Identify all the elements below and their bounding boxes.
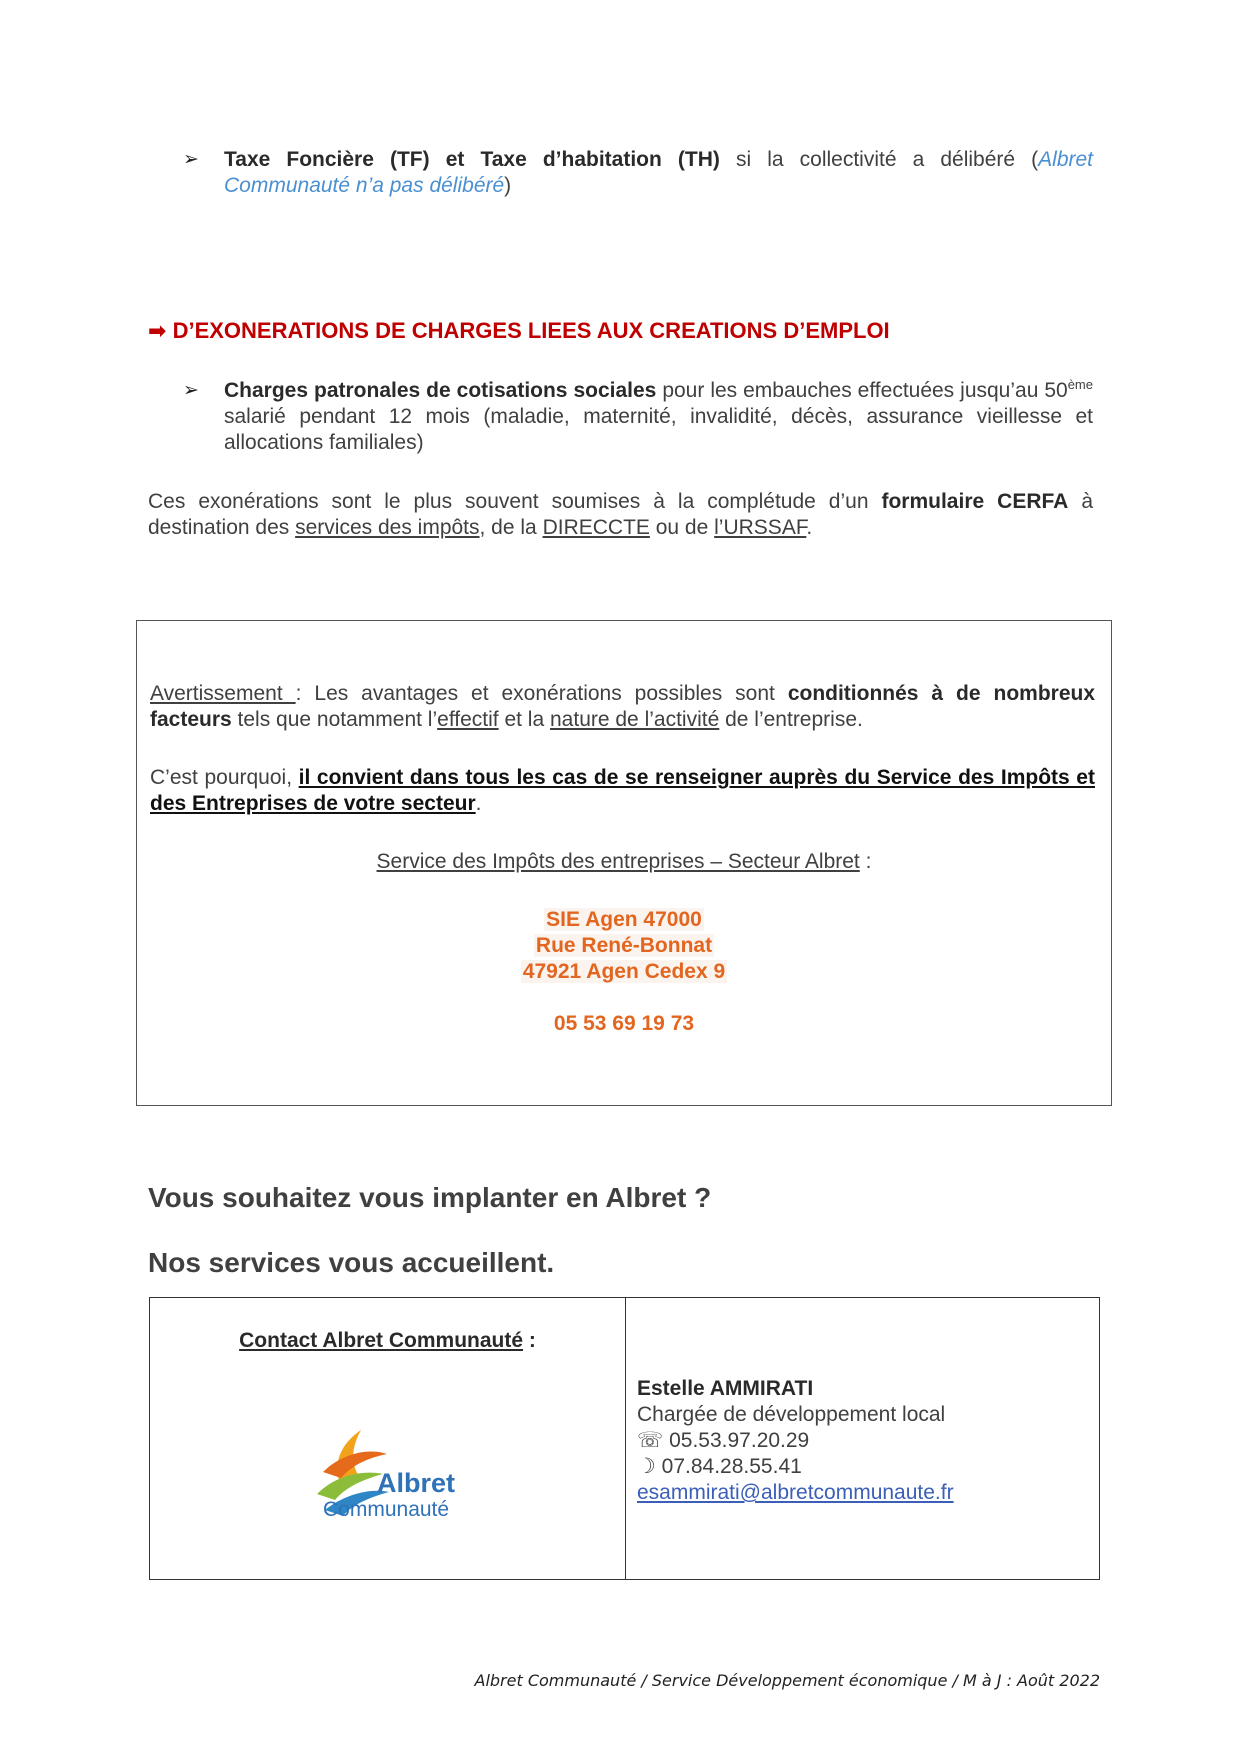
contact-label (150, 1328, 625, 1354)
phone-icon: ☏ (637, 1429, 664, 1452)
contact-mobile[interactable]: 07.84.28.55.41 (661, 1455, 802, 1478)
arrow-bullet-icon: ➢ (183, 380, 199, 401)
logo-text-albret: Albret (377, 1468, 456, 1498)
heading-implant: Vous souhaitez vous implanter en Albret ? (148, 1182, 712, 1213)
mobile-phone-icon: ☽ (637, 1455, 656, 1478)
table-divider (625, 1298, 626, 1579)
right-arrow-icon: ➡ (148, 318, 167, 343)
contact-mobile-row (637, 1454, 1077, 1480)
section-heading (148, 318, 890, 344)
advice-end: . (475, 792, 482, 815)
service-title (137, 849, 1111, 875)
warning-effectif: effectif (437, 708, 499, 731)
contact-name: Estelle AMMIRATI (637, 1377, 814, 1400)
contact-email-link[interactable]: esammirati@albretcommunaute.fr (637, 1481, 954, 1504)
bullet-tf-th-text (224, 147, 1093, 199)
sie-phone[interactable]: 05 53 69 19 73 (553, 1012, 695, 1035)
page-footer: Albret Communauté / Service Développement économique / M à J : Août 2022 (474, 1671, 1100, 1690)
service-title-text: Service des Impôts des entreprises – Secteur Albret (376, 850, 860, 873)
service-title-colon: : (859, 850, 872, 873)
tf-th-note: Albret Communauté n’a pas délibéré (224, 148, 1093, 197)
heading-accueil: Nos services vous accueillent. (148, 1247, 555, 1278)
address-line-3: 47921 Agen Cedex 9 (522, 960, 726, 983)
contact-label-colon: : (523, 1329, 536, 1352)
cerfa-bold: formulaire CERFA (881, 490, 1069, 513)
contact-phone-row (637, 1428, 1077, 1454)
logo-text-communaute: Communauté (323, 1498, 450, 1521)
warning-nature: nature de l’activité (550, 708, 720, 731)
cerfa-text-2: à destination des (148, 490, 1094, 539)
contact-phone[interactable]: 05.53.97.20.29 (669, 1429, 810, 1452)
albret-logo (301, 1414, 473, 1538)
cerfa-text-5: . (806, 516, 813, 539)
cerfa-paragraph (148, 489, 1093, 541)
contact-details (637, 1376, 1077, 1506)
advice-bold: il convient dans tous les cas de se renseigner auprès du Service des Impôts et des Entreprises de votre secteur (150, 766, 1095, 815)
charges-sup: ème (1067, 377, 1093, 392)
link-direccte[interactable]: DIRECCTE (542, 516, 650, 539)
tf-th-close: ) (504, 174, 512, 197)
warning-label: Avertissement (150, 682, 296, 705)
address-line-1: SIE Agen 47000 (546, 908, 702, 931)
tf-th-text: si la collectivité a délibéré ( (719, 148, 1039, 171)
warning-bold: conditionnés à de nombreux facteurs (150, 682, 1096, 731)
warning-text-3: et la (498, 708, 550, 731)
charges-bold: Charges patronales de cotisations sociales (224, 379, 657, 402)
link-services-impots[interactable]: services des impôts (295, 516, 480, 539)
warning-box (136, 620, 1112, 1106)
cerfa-text-3: , de la (479, 516, 543, 539)
warning-text-1: : Les avantages et exonérations possibles sont (295, 682, 788, 705)
warning-text-2: tels que notamment l’ (231, 708, 438, 731)
charges-text-a: pour les embauches effectuées jusqu’au 50 (656, 379, 1068, 402)
address-line-2: Rue René-Bonnat (535, 934, 713, 957)
bullet-charges-text (224, 378, 1093, 456)
section-heading-title: D’EXONERATIONS DE CHARGES LIEES AUX CREATIONS D’EMPLOI (172, 318, 890, 343)
charges-text-b: salarié pendant 12 mois (maladie, maternité, invalidité, décès, assurance vieillesse et allocations familiales) (224, 405, 1093, 454)
cerfa-text-1: Ces exonérations sont le plus souvent soumises à la complétude d’un (148, 490, 882, 513)
advice-paragraph (150, 765, 1095, 817)
contact-label-text: Contact Albret Communauté (239, 1329, 524, 1352)
link-urssaf[interactable]: l’URSSAF (714, 516, 807, 539)
tf-th-bold: Taxe Foncière (TF) et Taxe d’habitation (TH) (224, 148, 720, 171)
contact-table (149, 1297, 1100, 1580)
warning-paragraph (150, 681, 1095, 733)
cerfa-text-4: ou de (649, 516, 715, 539)
advice-prefix: C’est pourquoi, (150, 766, 299, 789)
warning-text-4: de l’entreprise. (719, 708, 863, 731)
arrow-bullet-icon: ➢ (183, 149, 199, 170)
address-block (137, 907, 1111, 1037)
contact-role: Chargée de développement local (637, 1403, 946, 1426)
